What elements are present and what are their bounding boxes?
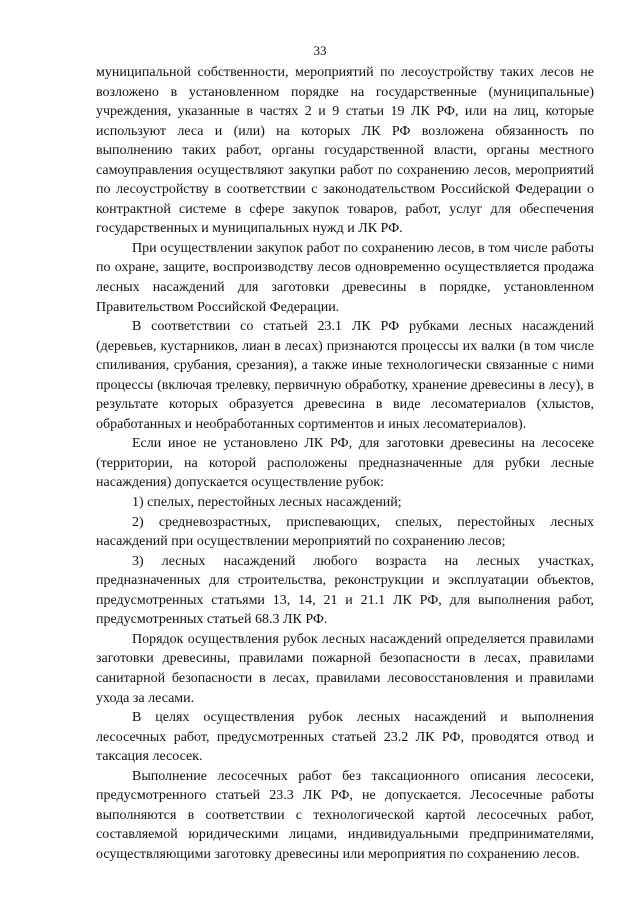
paragraph-logging-works: Выполнение лесосечных работ без таксационного описания лесосеки, предусмотренного статьей 23.3 ЛК РФ, не допускается. Лесосечные работы выполняются в соответствии с технологической картой лесосечных работ, составляемой юридическими лицами, индивидуальными предпринимателями, осуществляющими заготовку древесины или мероприятия по сохранению лесов. xyxy=(96,768,594,862)
paragraph-continuation: муниципальной собственности, мероприятий по лесоустройству таких лесов не возложено в установленном порядке на государственные (муниципальные) учреждения, указанные в частях 2 и 9 статьи 19 ЛК РФ, или на лиц, которые используют леса и (или) на которых ЛК РФ возложена обязанность по выполнению таких работ, органы государственной власти, органы местного самоуправления осуществляют закупки работ по сохранению лесов, мероприятий по лесоустройству в соответствии с законодательством Российской Федерации о контрактной системе в сфере закупок товаров, работ, услуг для обеспечения государственных и муниципальных нужд и ЛК РФ. xyxy=(96,65,594,237)
paragraph-procurement: При осуществлении закупок работ по сохранению лесов, в том числе работы по охране, защите, воспроизводству лесов одновременно осуществляется продажа лесных насаждений для заготовки древесины в порядке, установленном Правительством Российской Федерации. xyxy=(96,240,594,315)
paragraph-felling-definition: В соответствии со статьей 23.1 ЛК РФ рубками лесных насаждений (деревьев, кустарников, лиан в лесах) признаются процессы их валки (в том числе спиливания, срубания, срезания), а также иные технологически связанные с ними процессы (включая трелевку, первичную обработку, хранение древесины в лесу), в результате которых образуется древесина в виде лесоматериалов (хлыстов, обработанных и необработанных сортиментов и иных лесоматериалов). xyxy=(96,319,594,432)
page-number: 33 xyxy=(313,43,327,58)
list-item-3: 3) лесных насаждений любого возраста на лесных участках, предназначенных для строительства, реконструкции и эксплуатации объектов, предусмотренных статьями 13, 14, 21 и 21.1 ЛК РФ, для выполнения работ, предусмотренных статьей 68.3 ЛК РФ. xyxy=(96,553,594,628)
list-item-1: 1) спелых, перестойных лесных насаждений; xyxy=(132,495,402,511)
paragraph-felling-permitted: Если иное не установлено ЛК РФ, для заготовки древесины на лесосеке (территории, на которой расположены предназначенные для рубки лесные насаждения) допускается осуществление рубок: xyxy=(96,436,594,491)
body-text xyxy=(96,63,594,864)
paragraph-felling-rules: Порядок осуществления рубок лесных насаждений определяется правилами заготовки древесины, правилами пожарной безопасности в лесах, правилами санитарной безопасности в лесах, правилами лесовосстановления и правилами ухода за лесами. xyxy=(96,631,594,706)
paragraph-allotment: В целях осуществления рубок лесных насаждений и выполнения лесосечных работ, предусмотренных статьей 23.2 ЛК РФ, проводятся отвод и таксация лесосек. xyxy=(96,710,594,765)
list-item-2: 2) средневозрастных, приспевающих, спелых, перестойных лесных насаждений при осуществлении мероприятий по сохранению лесов; xyxy=(96,514,594,550)
